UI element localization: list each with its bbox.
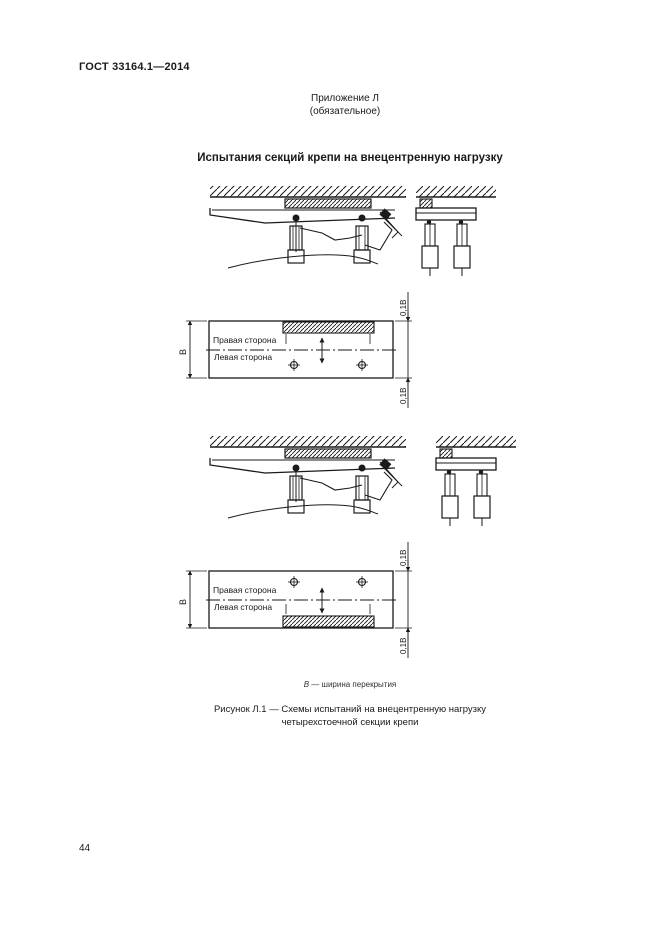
note-symbol: В (303, 680, 310, 689)
side-view-1 (210, 186, 406, 268)
side-view-2 (210, 436, 406, 518)
label-width-b: В (178, 598, 188, 605)
load-block (283, 616, 374, 627)
note-text: — ширина перекрытия (309, 680, 397, 689)
label-left-side: Левая сторона (214, 352, 273, 362)
figure-caption-line2: четырехстоечной секции крепи (281, 717, 419, 728)
label-offset-top: 0,1В (399, 299, 408, 316)
label-offset-top: 0,1В (399, 549, 408, 566)
label-left-side: Левая сторона (214, 602, 273, 612)
end-view-1 (416, 186, 496, 276)
label-width-b: В (178, 348, 188, 355)
load-block (283, 322, 374, 333)
page-number: 44 (79, 843, 91, 854)
annex-title: Приложение Л (311, 93, 379, 104)
section-heading: Испытания секций крепи на внецентренную нагрузку (197, 152, 503, 164)
figure-caption-line1: Рисунок Л.1 — Схемы испытаний на внецентренную нагрузку (213, 704, 487, 715)
plan-view-1 (178, 292, 412, 408)
plan-view-2 (178, 542, 412, 658)
annex-status: (обязательное) (309, 106, 381, 117)
label-offset-bottom: 0,1В (399, 637, 408, 654)
label-right-side: Правая сторона (213, 585, 277, 595)
label-right-side: Правая сторона (213, 335, 277, 345)
end-view-2 (436, 436, 516, 526)
label-offset-bottom: 0,1В (399, 387, 408, 404)
standard-header: ГОСТ 33164.1—2014 (79, 61, 190, 73)
figure-note (200, 680, 500, 689)
